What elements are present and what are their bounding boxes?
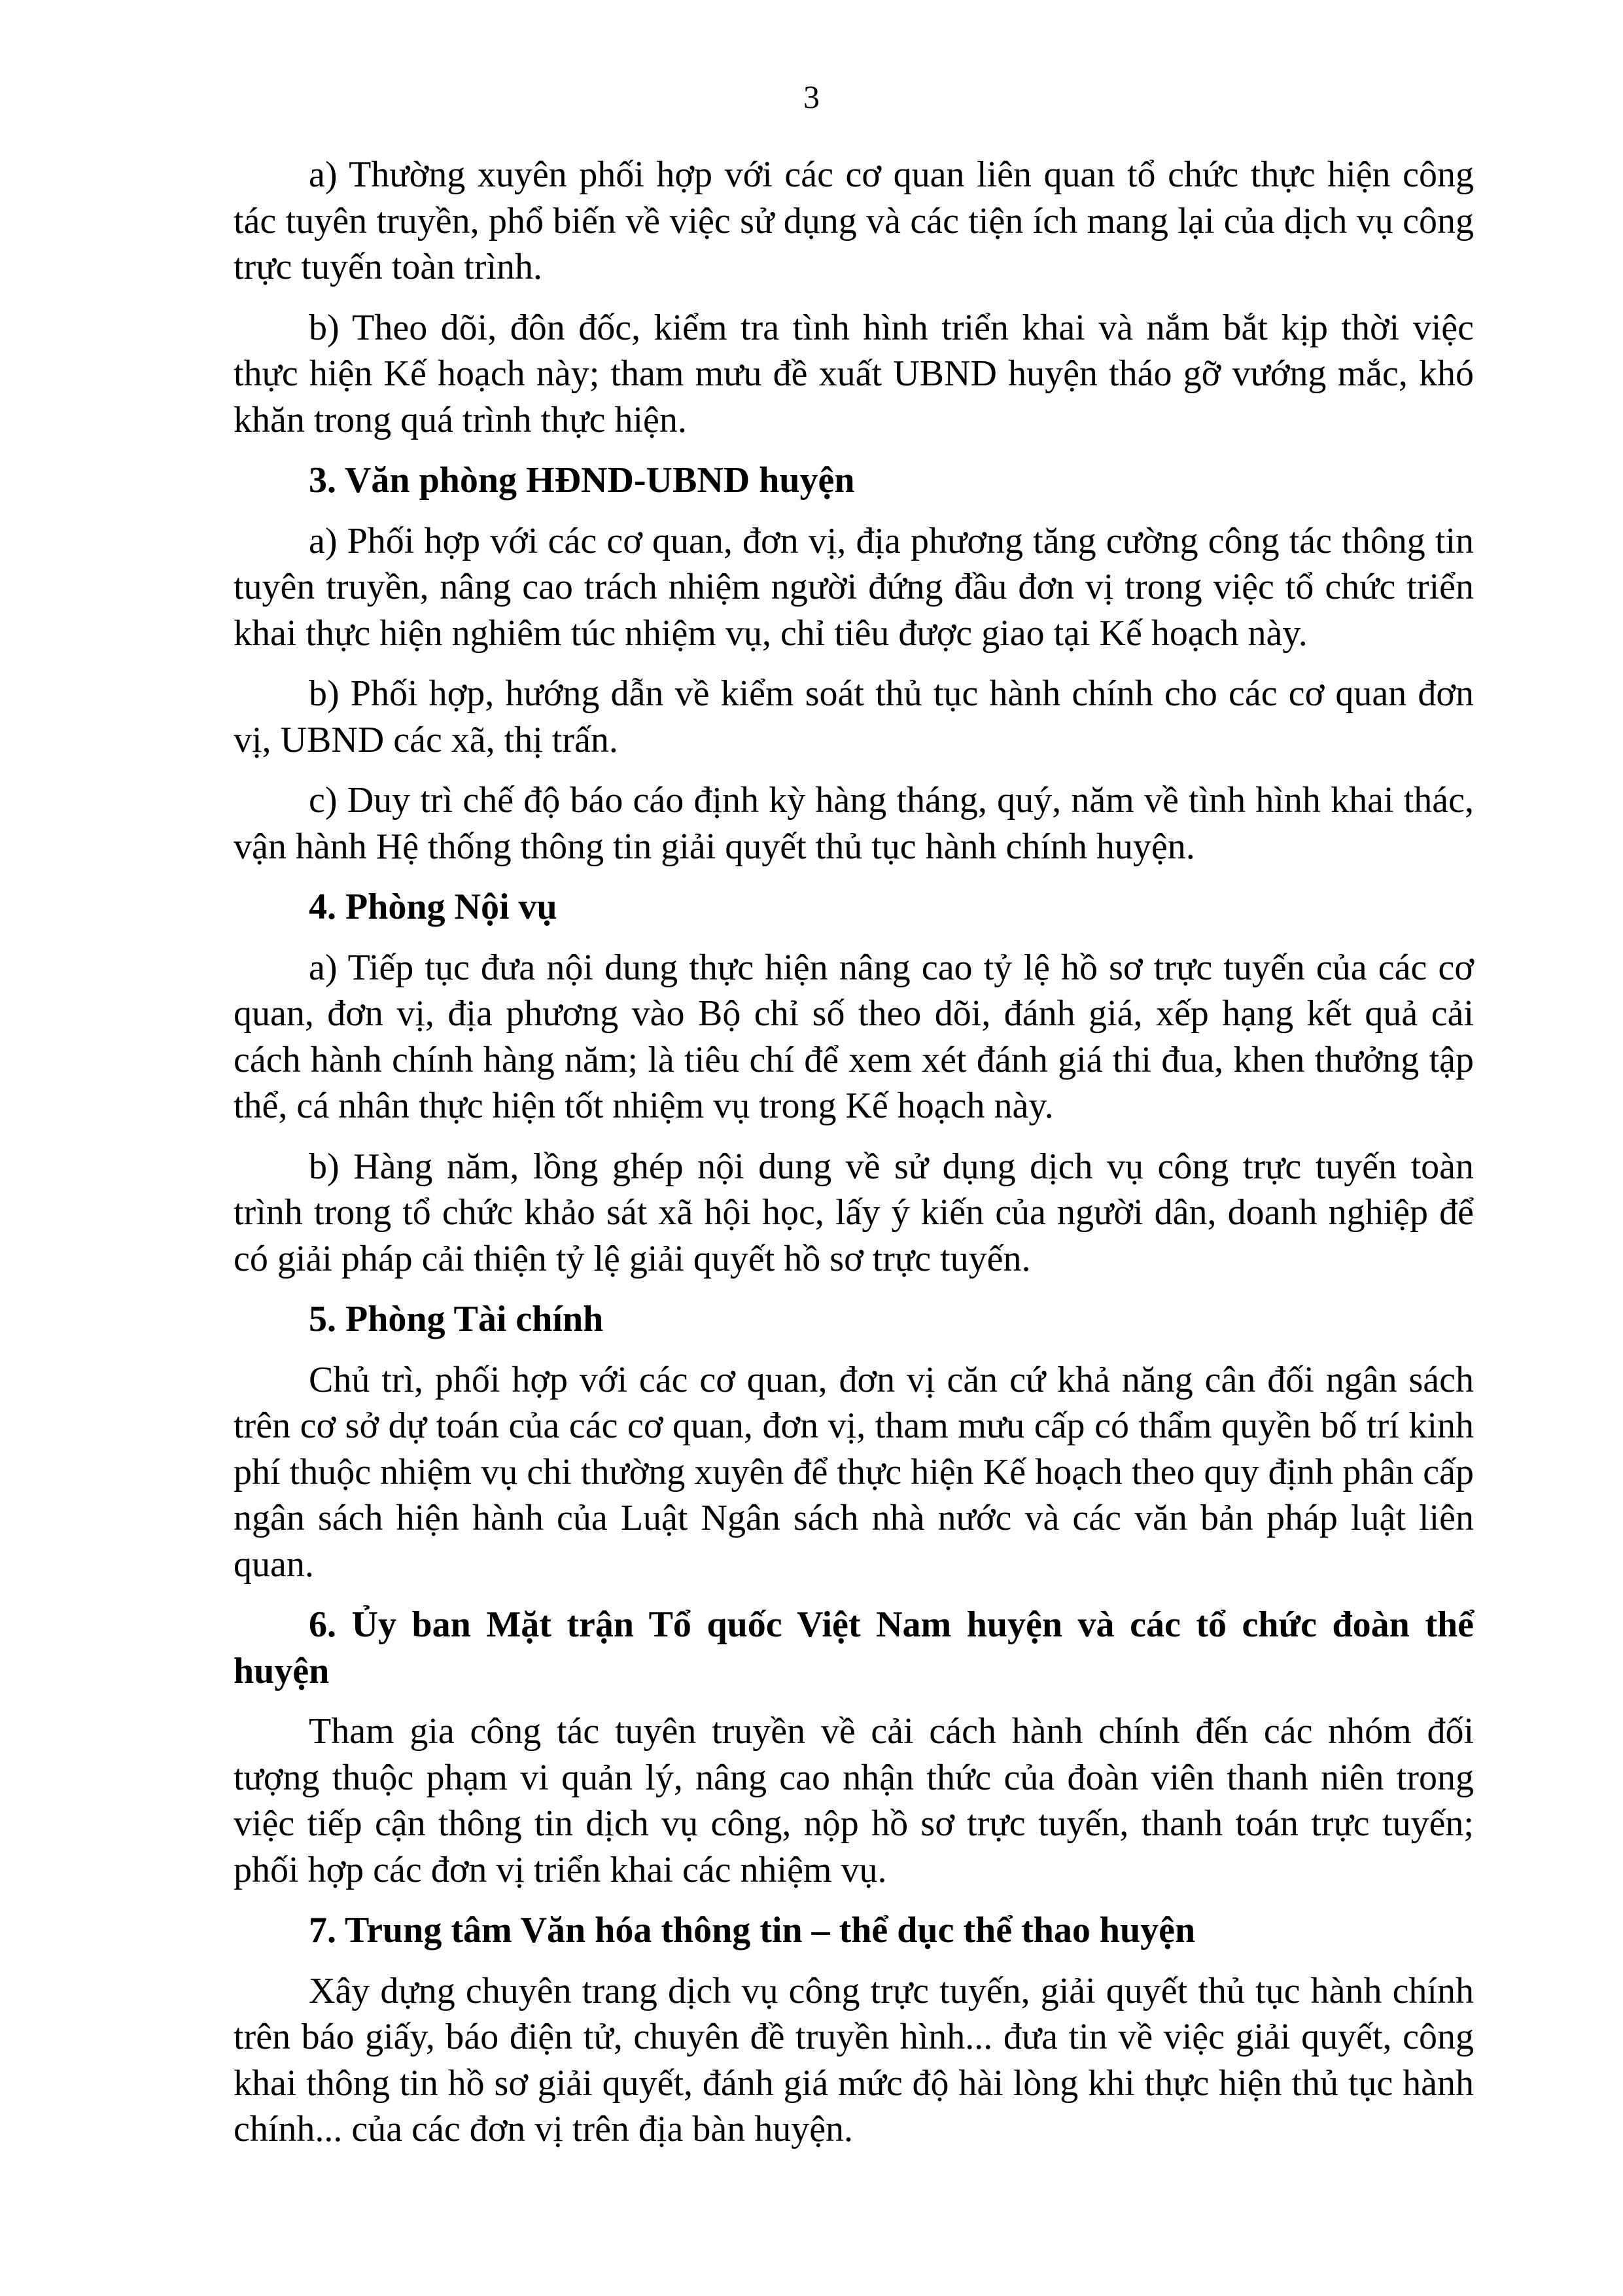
paragraph-3b: b) Phối hợp, hướng dẫn về kiểm soát thủ tục hành chính cho các cơ quan đơn vị, UBND các xã, thị trấn.	[234, 673, 1474, 760]
paragraph-5: Chủ trì, phối hợp với các cơ quan, đơn vị căn cứ khả năng cân đối ngân sách trên cơ sở dự toán của các cơ quan, đơn vị, tham mưu cấp có thẩm quyền bố trí kinh phí thuộc nhiệm vụ chi thường xuyên để thực hiện Kế hoạch theo quy định phân cấp ngân sách hiện hành của Luật Ngân sách nhà nước và các văn bản pháp luật liên quan.	[234, 1359, 1474, 1585]
paragraph-2a: a) Thường xuyên phối hợp với các cơ quan liên quan tổ chức thực hiện công tác tuyên truyền, phổ biến về việc sử dụng và các tiện ích mang lại của dịch vụ công trực tuyến toàn trình.	[234, 154, 1474, 287]
section-heading-6: 6. Ủy ban Mặt trận Tổ quốc Việt Nam huyện và các tổ chức đoàn thể huyện	[234, 1604, 1474, 1691]
paragraph-6: Tham gia công tác tuyên truyền về cải cách hành chính đến các nhóm đối tượng thuộc phạm vi quản lý, nâng cao nhận thức của đoàn viên thanh niên trong việc tiếp cận thông tin dịch vụ công, nộp hồ sơ trực tuyến, thanh toán trực tuyến; phối hợp các đơn vị triển khai các nhiệm vụ.	[234, 1711, 1474, 1890]
page-number: 3	[803, 79, 820, 115]
document-body	[234, 152, 1474, 2167]
paragraph-2b: b) Theo dõi, đôn đốc, kiểm tra tình hình triển khai và nắm bắt kịp thời việc thực hiện Kế hoạch này; tham mưu đề xuất UBND huyện tháo gỡ vướng mắc, khó khăn trong quá trình thực hiện.	[234, 307, 1474, 440]
section-heading-4: 4. Phòng Nội vụ	[309, 887, 557, 927]
paragraph-4a: a) Tiếp tục đưa nội dung thực hiện nâng cao tỷ lệ hồ sơ trực tuyến của các cơ quan, đơn vị, địa phương vào Bộ chỉ số theo dõi, đánh giá, xếp hạng kết quả cải cách hành chính hàng năm; là tiêu chí để xem xét đánh giá thi đua, khen thưởng tập thể, cá nhân thực hiện tốt nhiệm vụ trong Kế hoạch này.	[234, 947, 1474, 1126]
section-heading-7: 7. Trung tâm Văn hóa thông tin – thể dục thể thao huyện	[309, 1910, 1196, 1951]
paragraph-7: Xây dựng chuyên trang dịch vụ công trực tuyến, giải quyết thủ tục hành chính trên báo giấy, báo điện tử, chuyên đề truyền hình... đưa tin về việc giải quyết, công khai thông tin hồ sơ giải quyết, đánh giá mức độ hài lòng khi thực hiện thủ tục hành chính... của các đơn vị trên địa bàn huyện.	[234, 1970, 1474, 2149]
section-heading-5: 5. Phòng Tài chính	[309, 1299, 604, 1339]
section-heading-3: 3. Văn phòng HĐND-UBND huyện	[309, 460, 855, 501]
paragraph-4b: b) Hàng năm, lồng ghép nội dung về sử dụng dịch vụ công trực tuyến toàn trình trong tổ chức khảo sát xã hội học, lấy ý kiến của người dân, doanh nghiệp để có giải pháp cải thiện tỷ lệ giải quyết hồ sơ trực tuyến.	[234, 1146, 1474, 1279]
paragraph-3c: c) Duy trì chế độ báo cáo định kỳ hàng tháng, quý, năm về tình hình khai thác, vận hành Hệ thống thông tin giải quyết thủ tục hành chính huyện.	[234, 780, 1474, 867]
paragraph-3a: a) Phối hợp với các cơ quan, đơn vị, địa phương tăng cường công tác thông tin tuyên truyền, nâng cao trách nhiệm người đứng đầu đơn vị trong việc tổ chức triển khai thực hiện nghiêm túc nhiệm vụ, chỉ tiêu được giao tại Kế hoạch này.	[234, 520, 1474, 654]
